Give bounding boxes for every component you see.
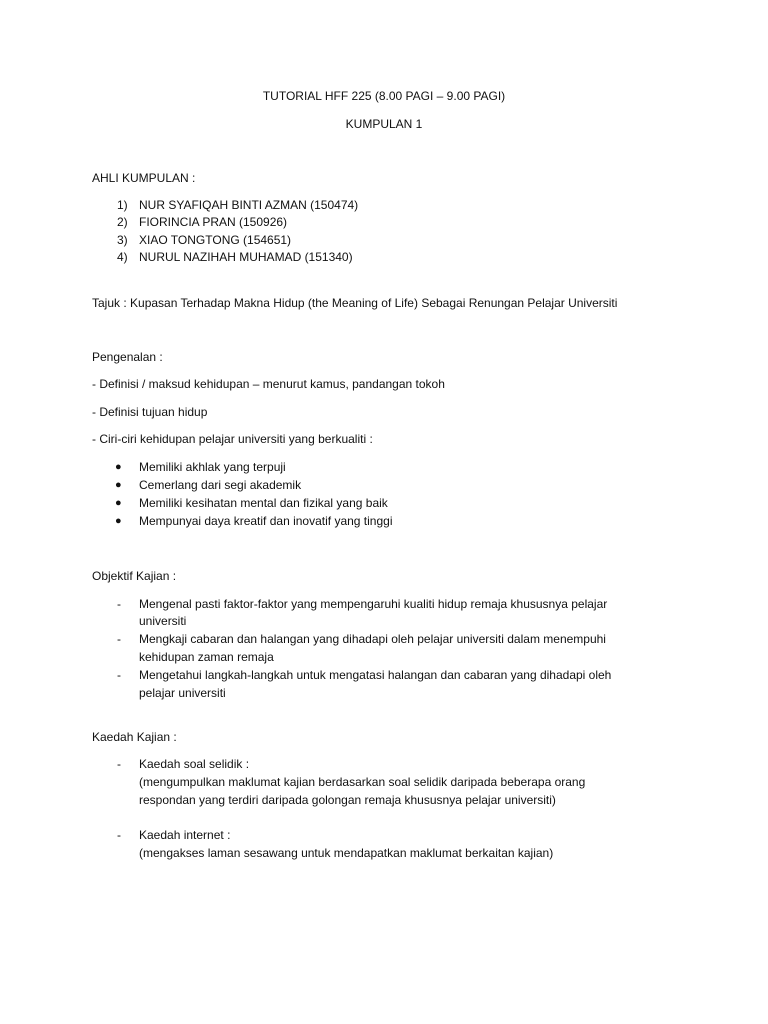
intro-line: - Ciri-ciri kehidupan pelajar universiti yang berkualiti :: [92, 432, 373, 446]
method-description-cont: respondan yang terdiri daripada golongan remaja khususnya pelajar universiti): [139, 793, 556, 807]
method-label: Kaedah soal selidik :: [139, 757, 250, 771]
members-heading: AHLI KUMPULAN :: [92, 171, 196, 185]
list-number: 4): [117, 250, 128, 264]
bullet-text: Memiliki akhlak yang terpuji: [139, 460, 286, 474]
bullet-icon: ●: [115, 515, 122, 527]
dash-marker: -: [117, 597, 121, 611]
objective-text-cont: pelajar universiti: [139, 686, 226, 700]
objective-heading: Objektif Kajian :: [92, 569, 177, 583]
objective-text: Mengetahui langkah-langkah untuk mengatasi halangan dan cabaran yang dihadapi oleh: [139, 668, 612, 682]
member-name: FIORINCIA PRAN (150926): [139, 215, 288, 229]
document-title: TUTORIAL HFF 225 (8.00 PAGI – 9.00 PAGI): [262, 89, 506, 103]
method-label: Kaedah internet :: [139, 828, 231, 842]
method-heading: Kaedah Kajian :: [92, 730, 177, 744]
bullet-text: Mempunyai daya kreatif dan inovatif yang tinggi: [139, 514, 393, 528]
objective-text-cont: kehidupan zaman remaja: [139, 650, 274, 664]
bullet-icon: ●: [115, 497, 122, 509]
dash-marker: -: [117, 668, 121, 682]
member-name: XIAO TONGTONG (154651): [139, 233, 292, 247]
topic-line: Tajuk : Kupasan Terhadap Makna Hidup (the Meaning of Life) Sebagai Renungan Pelajar Universiti: [92, 296, 618, 310]
method-description: (mengakses laman sesawang untuk mendapatkan maklumat berkaitan kajian): [139, 846, 554, 860]
intro-heading: Pengenalan :: [92, 350, 163, 364]
objective-text-cont: universiti: [139, 614, 187, 628]
bullet-text: Cemerlang dari segi akademik: [139, 478, 302, 492]
objective-text: Mengenal pasti faktor-faktor yang mempengaruhi kualiti hidup remaja khususnya pelajar: [139, 597, 608, 611]
bullet-icon: ●: [115, 461, 122, 473]
method-description: (mengumpulkan maklumat kajian berdasarkan soal selidik daripada beberapa orang: [139, 775, 586, 789]
member-name: NUR SYAFIQAH BINTI AZMAN (150474): [139, 198, 359, 212]
list-number: 2): [117, 215, 128, 229]
list-number: 3): [117, 233, 128, 247]
list-number: 1): [117, 198, 128, 212]
objective-text: Mengkaji cabaran dan halangan yang dihadapi oleh pelajar universiti dalam menempuhi: [139, 632, 606, 646]
dash-marker: -: [117, 757, 121, 771]
dash-marker: -: [117, 828, 121, 842]
intro-line: - Definisi / maksud kehidupan – menurut kamus, pandangan tokoh: [92, 377, 445, 391]
dash-marker: -: [117, 632, 121, 646]
member-name: NURUL NAZIHAH MUHAMAD (151340): [139, 250, 353, 264]
bullet-icon: ●: [115, 479, 122, 491]
bullet-text: Memiliki kesihatan mental dan fizikal yang baik: [139, 496, 388, 510]
group-name: KUMPULAN 1: [345, 117, 423, 131]
intro-line: - Definisi tujuan hidup: [92, 405, 208, 419]
